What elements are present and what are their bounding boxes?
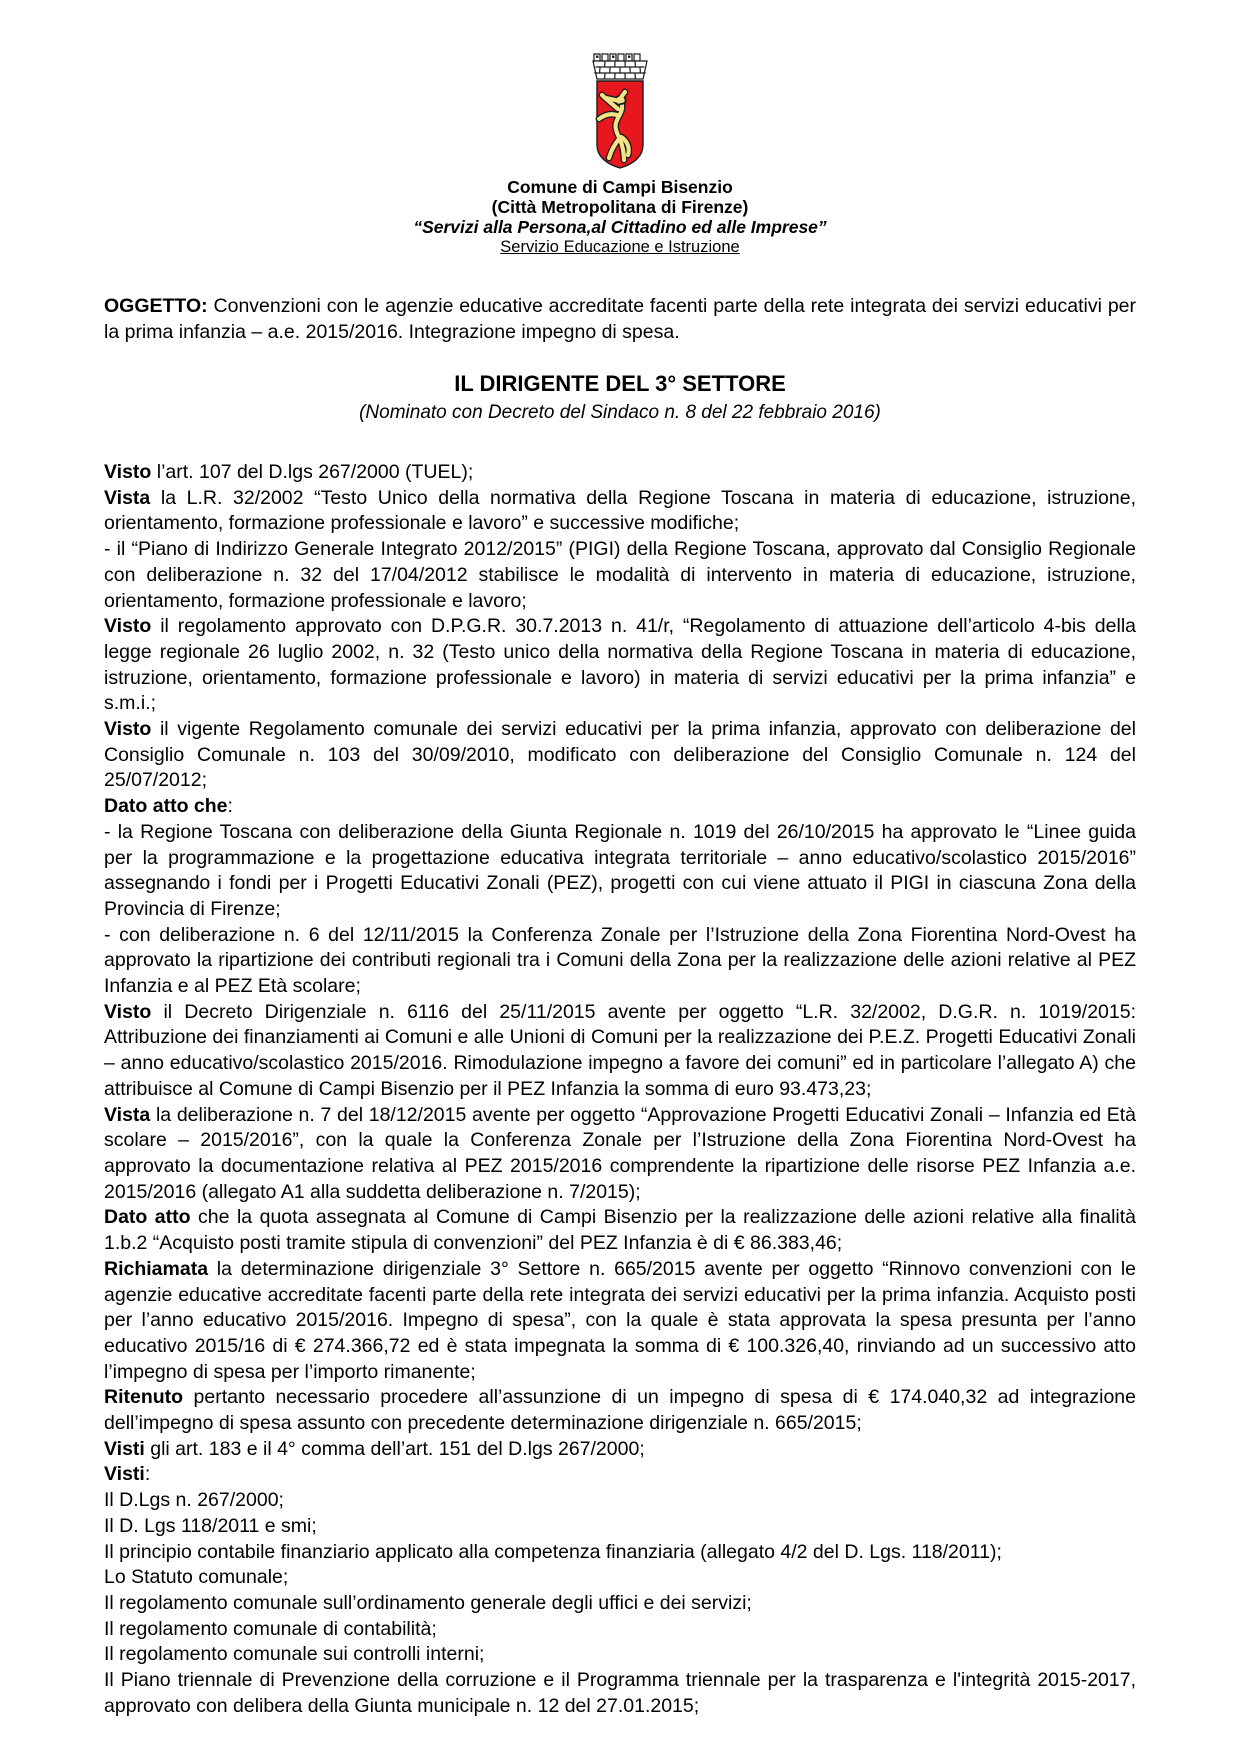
paragraph-text: il vigente Regolamento comunale dei servizi educativi per la prima infanzia, approvato con deliberazione del Consiglio Comunale n. 103 del 30/09/2010, modificato con deliberazione del Consiglio Comunale n. 124 del 25/07/2012;: [104, 718, 1136, 792]
body-paragraph: [104, 1103, 1136, 1206]
paragraph-text: - il “Piano di Indirizzo Generale Integrato 2012/2015” (PIGI) della Regione Toscana, approvato dal Consiglio Regionale con deliberazione n. 32 del 17/04/2012 stabilisce le modalità di intervento in materia di educazione, istruzione, orientamento, formazione professionale e lavoro;: [104, 538, 1136, 612]
body-paragraph: [104, 1385, 1136, 1436]
municipal-crest-icon: [585, 52, 655, 170]
paragraph-lead: Richiamata: [104, 1257, 209, 1280]
paragraph-text: - la Regione Toscana con deliberazione della Giunta Regionale n. 1019 del 26/10/2015 ha approvato le “Linee guida per la programmazione e la progettazione educativa integrata territoriale – anno educativo/scolastico 2015/2016” assegnando i fondi per i Progetti Educativi Zonali (PEZ), progetti con cui viene attuato il PIGI in ciascuna Zona della Provincia di Firenze;: [104, 820, 1136, 920]
body-paragraph: [104, 1514, 1136, 1540]
body-paragraph: [104, 1642, 1136, 1668]
paragraph-lead: Vista: [104, 486, 151, 509]
body-paragraph: [104, 1540, 1136, 1566]
body-paragraph: [104, 537, 1136, 614]
document-body: [104, 460, 1136, 1719]
body-paragraph: [104, 1437, 1136, 1463]
document-header: [104, 52, 1136, 257]
paragraph-text: che la quota assegnata al Comune di Campi Bisenzio per la realizzazione delle azioni relative alla finalità 1.b.2 “Acquisto posti tramite stipula di convenzioni” del PEZ Infanzia è di € 86.383,46;: [104, 1206, 1136, 1255]
paragraph-lead: Visto: [104, 718, 152, 741]
paragraph-lead: Visto: [104, 615, 152, 638]
paragraph-text: la deliberazione n. 7 del 18/12/2015 avente per oggetto “Approvazione Progetti Educativi Zonali – Infanzia ed Età scolare – 2015/2016”, con la quale la Conferenza Zonale per l’Istruzione della Zona Fiorentina Nord-Ovest ha approvato la documentazione relativa al PEZ 2015/2016 comprendente la ripartizione delle risorse PEZ Infanzia a.e. 2015/2016 (allegato A1 alla suddetta deliberazione n. 7/2015);: [104, 1103, 1136, 1203]
body-paragraph: [104, 1565, 1136, 1591]
body-paragraph: [104, 717, 1136, 794]
municipality-subtitle: (Città Metropolitana di Firenze): [491, 197, 749, 217]
body-paragraph: [104, 1257, 1136, 1386]
paragraph-lead: Visto: [104, 461, 152, 483]
paragraph-lead: Vista: [104, 1103, 151, 1126]
paragraph-lead: Dato atto che: [104, 795, 228, 818]
department-name: Servizio Educazione e Istruzione: [500, 238, 740, 256]
body-paragraph: [104, 614, 1136, 717]
paragraph-lead: Ritenuto: [104, 1386, 184, 1409]
paragraph-text: Il regolamento comunale sull’ordinamento generale degli uffici e dei servizi;: [104, 1591, 752, 1614]
subject-text: Convenzioni con le agenzie educative accreditate facenti parte della rete integrata dei servizi educativi per la prima infanzia – a.e. 2015/2016. Integrazione impegno di spesa.: [104, 295, 1136, 343]
crown-icon: [593, 54, 647, 79]
paragraph-text: :: [227, 795, 233, 818]
paragraph-text: la determinazione dirigenziale 3° Settore n. 665/2015 avente per oggetto “Rinnovo convenzioni con le agenzie educative accreditate facenti parte della rete integrata dei servizi educativi per la prima infanzia. Acquisto posti per l’anno educativo 2015/2016. Impegno di spesa”, con la quale è stata approvata la spesa presunta per l’anno educativo 2015/16 di € 274.366,72 ed è stata impegnata la somma di € 100.326,40, rinviando ad un successivo atto l’impegno di spesa per l’importo rimanente;: [104, 1257, 1136, 1383]
paragraph-text: il Decreto Dirigenziale n. 6116 del 25/11/2015 avente per oggetto “L.R. 32/2002, D.G.R. n. 1019/2015: Attribuzione dei finanziamenti ai Comuni e alle Unioni di Comuni per la realizzazione dei P.E.Z. Progetti Educativi Zonali – anno educativo/scolastico 2015/2016. Rimodulazione impegno a favore dei comuni” ed in particolare l’allegato A) che attribuisce al Comune di Campi Bisenzio per il PEZ Infanzia la somma di euro 93.473,23;: [104, 1000, 1136, 1100]
body-paragraph: [104, 1488, 1136, 1514]
paragraph-lead: Visti: [104, 1437, 145, 1460]
body-paragraph: [104, 486, 1136, 537]
body-paragraph: [104, 1668, 1136, 1719]
paragraph-lead: Dato atto: [104, 1206, 191, 1229]
paragraph-lead: Visto: [104, 1000, 152, 1023]
subject-label: OGGETTO:: [104, 295, 208, 317]
body-paragraph: [104, 1617, 1136, 1643]
body-paragraph: [104, 1205, 1136, 1256]
body-paragraph: [104, 460, 1136, 486]
body-paragraph: [104, 1591, 1136, 1617]
municipality-name: Comune di Campi Bisenzio: [507, 177, 733, 197]
paragraph-text: Lo Statuto comunale;: [104, 1566, 289, 1589]
document-subtitle: (Nominato con Decreto del Sindaco n. 8 del 22 febbraio 2016): [359, 402, 881, 423]
municipality-motto: “Servizi alla Persona,al Cittadino ed alle Imprese”: [413, 217, 827, 237]
body-paragraph: [104, 794, 1136, 820]
paragraph-text: Il Piano triennale di Prevenzione della corruzione e il Programma triennale per la trasparenza e l'integrità 2015-2017, approvato con delibera della Giunta municipale n. 12 del 27.01.2015;: [104, 1669, 1136, 1717]
body-paragraph: [104, 820, 1136, 923]
paragraph-text: gli art. 183 e il 4° comma dell’art. 151 del D.lgs 267/2000;: [144, 1437, 645, 1460]
paragraph-text: :: [144, 1463, 151, 1486]
subject-paragraph: [104, 293, 1136, 345]
paragraph-text: pertanto necessario procedere all’assunzione di un impegno di spesa di € 174.040,32 ad integrazione dell’impegno di spesa assunto con precedente determinazione dirigenziale n. 665/2015;: [104, 1386, 1136, 1435]
paragraph-lead: Visti: [104, 1463, 145, 1486]
document-title: IL DIRIGENTE DEL 3° SETTORE: [454, 371, 786, 396]
paragraph-text: l’art. 107 del D.lgs 267/2000 (TUEL);: [151, 461, 474, 483]
paragraph-text: Il D. Lgs 118/2011 e smi;: [104, 1514, 317, 1537]
paragraph-text: Il D.Lgs n. 267/2000;: [104, 1489, 284, 1512]
body-paragraph: [104, 1462, 1136, 1488]
paragraph-text: - con deliberazione n. 6 del 12/11/2015 la Conferenza Zonale per l’Istruzione della Zona Fiorentina Nord-Ovest ha approvato la ripartizione dei contributi regionali tra i Comuni della Zona per la realizzazione delle azioni relative al PEZ Infanzia e al PEZ Età scolare;: [104, 923, 1136, 998]
paragraph-text: la L.R. 32/2002 “Testo Unico della normativa della Regione Toscana in materia di educazione, istruzione, orientamento, formazione professionale e lavoro” e successive modifiche;: [104, 486, 1136, 535]
paragraph-text: Il regolamento comunale sui controlli interni;: [104, 1643, 485, 1666]
paragraph-text: il regolamento approvato con D.P.G.R. 30.7.2013 n. 41/r, “Regolamento di attuazione dell’articolo 4-bis della legge regionale 26 luglio 2002, n. 32 (Testo unico della normativa della Regione Toscana in materia di educazione, istruzione, orientamento, formazione professionale e lavoro) in materia di servizi educativi per la prima infanzia” e s.m.i.;: [104, 615, 1136, 715]
body-paragraph: [104, 1000, 1136, 1103]
body-paragraph: [104, 923, 1136, 1000]
paragraph-text: Il regolamento comunale di contabilità;: [104, 1617, 437, 1640]
paragraph-text: Il principio contabile finanziario applicato alla competenza finanziaria (allegato 4/2 del D. Lgs. 118/2011);: [104, 1540, 1002, 1563]
